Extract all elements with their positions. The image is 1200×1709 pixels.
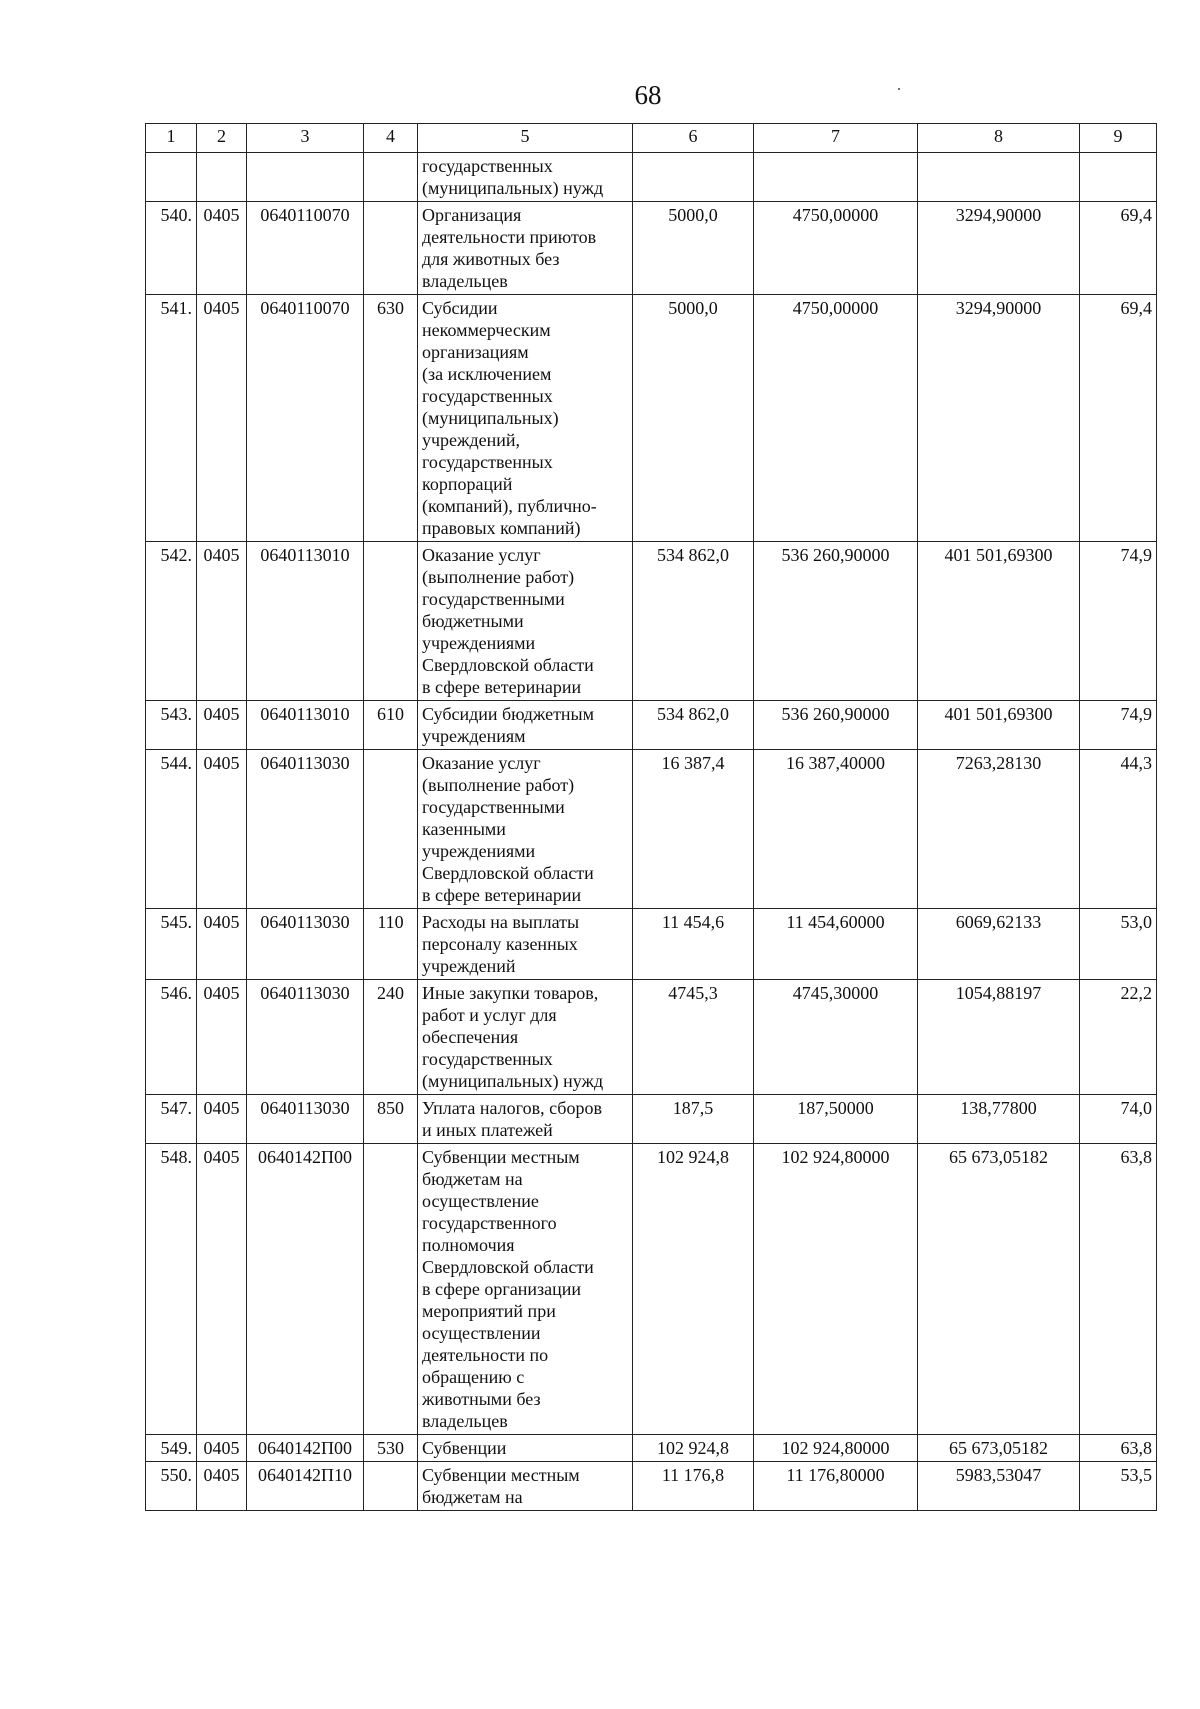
- name-line: (компаний), публично-: [422, 496, 597, 516]
- name-cell: [418, 295, 633, 542]
- name-line: Свердловской области: [422, 1257, 594, 1277]
- target-code-cell: 0640113010: [247, 542, 364, 701]
- approved-amount-cell: 16 387,40000: [754, 750, 918, 909]
- target-code-cell: 0640110070: [247, 295, 364, 542]
- header-cell-2: 2: [197, 124, 247, 153]
- section-code-cell: 0405: [197, 1095, 247, 1144]
- name-line: в сфере ветеринарии: [422, 677, 582, 697]
- name-line: обращению с: [422, 1367, 525, 1387]
- row-number-cell: 550.: [146, 1462, 197, 1511]
- row-number-cell: 548.: [146, 1144, 197, 1435]
- name-line: корпораций: [422, 474, 513, 494]
- row-number-cell: 542.: [146, 542, 197, 701]
- target-code-cell: 0640113010: [247, 701, 364, 750]
- table-row: [146, 909, 1157, 980]
- name-line: осуществление: [422, 1191, 539, 1211]
- name-cell: [418, 542, 633, 701]
- name-line: Иные закупки товаров,: [422, 983, 599, 1003]
- table-row: [146, 202, 1157, 295]
- name-line: организациям: [422, 342, 529, 362]
- approved-amount-cell: 187,50000: [754, 1095, 918, 1144]
- target-code-cell: 0640142П00: [247, 1144, 364, 1435]
- percent-cell: 74,9: [1080, 701, 1157, 750]
- executed-amount-cell: [918, 153, 1080, 202]
- section-code-cell: 0405: [197, 909, 247, 980]
- row-number-cell: 540.: [146, 202, 197, 295]
- section-code-cell: 0405: [197, 1462, 247, 1511]
- approved-amount-cell: 11 454,60000: [754, 909, 918, 980]
- table-row: [146, 1462, 1157, 1511]
- name-line: государственного: [422, 1213, 557, 1233]
- name-line: бюджетными: [422, 611, 524, 631]
- executed-amount-cell: 401 501,69300: [918, 701, 1080, 750]
- name-line: Субвенции местным: [422, 1147, 580, 1167]
- name-line: Свердловской области: [422, 655, 594, 675]
- name-line: бюджетам на: [422, 1487, 523, 1507]
- name-line: (за исключением: [422, 364, 552, 384]
- planned-amount-cell: 102 924,8: [633, 1435, 754, 1462]
- target-code-cell: 0640142П10: [247, 1462, 364, 1511]
- name-line: Расходы на выплаты: [422, 912, 580, 932]
- name-line: учреждениями: [422, 633, 536, 653]
- planned-amount-cell: 16 387,4: [633, 750, 754, 909]
- expense-type-cell: 850: [364, 1095, 418, 1144]
- section-code-cell: 0405: [197, 750, 247, 909]
- name-line: для животных без: [422, 249, 560, 269]
- percent-cell: 69,4: [1080, 295, 1157, 542]
- executed-amount-cell: 65 673,05182: [918, 1144, 1080, 1435]
- name-line: учреждений,: [422, 430, 521, 450]
- planned-amount-cell: 4745,3: [633, 980, 754, 1095]
- header-cell-1: 1: [146, 124, 197, 153]
- expense-type-cell: 530: [364, 1435, 418, 1462]
- budget-table: [145, 123, 1157, 1511]
- name-line: Свердловской области: [422, 863, 594, 883]
- planned-amount-cell: 534 862,0: [633, 701, 754, 750]
- table-row: [146, 295, 1157, 542]
- approved-amount-cell: 4750,00000: [754, 295, 918, 542]
- planned-amount-cell: 102 924,8: [633, 1144, 754, 1435]
- executed-amount-cell: 65 673,05182: [918, 1435, 1080, 1462]
- name-line: в сфере организации: [422, 1279, 581, 1299]
- name-line: (выполнение работ): [422, 567, 575, 587]
- section-code-cell: 0405: [197, 701, 247, 750]
- executed-amount-cell: 5983,53047: [918, 1462, 1080, 1511]
- executed-amount-cell: 7263,28130: [918, 750, 1080, 909]
- expense-type-cell: [364, 750, 418, 909]
- percent-cell: 63,8: [1080, 1144, 1157, 1435]
- header-row: [146, 124, 1157, 153]
- percent-cell: 53,0: [1080, 909, 1157, 980]
- row-number-cell: 544.: [146, 750, 197, 909]
- name-cell: [418, 1462, 633, 1511]
- planned-amount-cell: 5000,0: [633, 202, 754, 295]
- approved-amount-cell: 102 924,80000: [754, 1435, 918, 1462]
- name-line: персоналу казенных: [422, 934, 578, 954]
- expense-type-cell: [364, 542, 418, 701]
- section-code-cell: 0405: [197, 202, 247, 295]
- table-body: [146, 124, 1157, 1511]
- scan-speck: [898, 88, 900, 90]
- row-number-cell: 541.: [146, 295, 197, 542]
- page-number: 68: [634, 80, 662, 110]
- percent-cell: 63,8: [1080, 1435, 1157, 1462]
- executed-amount-cell: 3294,90000: [918, 295, 1080, 542]
- row-number-cell: 546.: [146, 980, 197, 1095]
- percent-cell: 53,5: [1080, 1462, 1157, 1511]
- name-cell: [418, 202, 633, 295]
- name-line: Субвенции: [422, 1438, 507, 1458]
- expense-type-cell: 630: [364, 295, 418, 542]
- target-code-cell: 0640113030: [247, 750, 364, 909]
- row-number-cell: 549.: [146, 1435, 197, 1462]
- planned-amount-cell: 11 176,8: [633, 1462, 754, 1511]
- name-line: и иных платежей: [422, 1120, 553, 1140]
- expense-type-cell: 610: [364, 701, 418, 750]
- percent-cell: 74,9: [1080, 542, 1157, 701]
- header-cell-8: 8: [918, 124, 1080, 153]
- row-number-cell: 545.: [146, 909, 197, 980]
- name-line: (муниципальных) нужд: [422, 1071, 604, 1091]
- table-row: [146, 1435, 1157, 1462]
- name-line: учреждений: [422, 956, 516, 976]
- executed-amount-cell: 6069,62133: [918, 909, 1080, 980]
- expense-type-cell: [364, 153, 418, 202]
- name-line: обеспечения: [422, 1027, 519, 1047]
- name-line: полномочия: [422, 1235, 515, 1255]
- expense-type-cell: 110: [364, 909, 418, 980]
- name-line: осуществлении: [422, 1323, 541, 1343]
- name-line: государственными: [422, 797, 565, 817]
- section-code-cell: 0405: [197, 1435, 247, 1462]
- section-code-cell: 0405: [197, 295, 247, 542]
- name-cell: [418, 153, 633, 202]
- header-cell-7: 7: [754, 124, 918, 153]
- expense-type-cell: 240: [364, 980, 418, 1095]
- name-cell: [418, 1095, 633, 1144]
- table-row: [146, 542, 1157, 701]
- name-line: Субвенции местным: [422, 1465, 580, 1485]
- expense-type-cell: [364, 202, 418, 295]
- planned-amount-cell: 534 862,0: [633, 542, 754, 701]
- name-line: (муниципальных): [422, 408, 559, 428]
- table-row: [146, 980, 1157, 1095]
- name-cell: [418, 980, 633, 1095]
- name-line: казенными: [422, 819, 506, 839]
- section-code-cell: [197, 153, 247, 202]
- name-line: правовых компаний): [422, 518, 581, 538]
- planned-amount-cell: [633, 153, 754, 202]
- planned-amount-cell: 11 454,6: [633, 909, 754, 980]
- section-code-cell: 0405: [197, 980, 247, 1095]
- name-line: (муниципальных) нужд: [422, 178, 604, 198]
- name-line: бюджетам на: [422, 1169, 523, 1189]
- approved-amount-cell: 536 260,90000: [754, 542, 918, 701]
- percent-cell: 69,4: [1080, 202, 1157, 295]
- name-line: деятельности приютов: [422, 227, 597, 247]
- header-cell-3: 3: [247, 124, 364, 153]
- executed-amount-cell: 1054,88197: [918, 980, 1080, 1095]
- name-line: мероприятий при: [422, 1301, 556, 1321]
- planned-amount-cell: 5000,0: [633, 295, 754, 542]
- percent-cell: 22,2: [1080, 980, 1157, 1095]
- approved-amount-cell: 102 924,80000: [754, 1144, 918, 1435]
- name-line: государственных: [422, 156, 553, 176]
- name-line: владельцев: [422, 271, 508, 291]
- name-line: государственными: [422, 589, 565, 609]
- header-cell-6: 6: [633, 124, 754, 153]
- name-line: животными без: [422, 1389, 541, 1409]
- name-line: Субсидии: [422, 298, 498, 318]
- planned-amount-cell: 187,5: [633, 1095, 754, 1144]
- percent-cell: [1080, 153, 1157, 202]
- target-code-cell: 0640113030: [247, 909, 364, 980]
- name-line: учреждениям: [422, 726, 526, 746]
- target-code-cell: 0640113030: [247, 1095, 364, 1144]
- header-cell-5: 5: [418, 124, 633, 153]
- name-line: в сфере ветеринарии: [422, 885, 582, 905]
- table-row: [146, 1095, 1157, 1144]
- name-line: государственных: [422, 386, 553, 406]
- approved-amount-cell: [754, 153, 918, 202]
- header-cell-9: 9: [1080, 124, 1157, 153]
- name-cell: [418, 909, 633, 980]
- name-cell: [418, 1144, 633, 1435]
- target-code-cell: 0640142П00: [247, 1435, 364, 1462]
- name-line: учреждениями: [422, 841, 536, 861]
- name-line: Оказание услуг: [422, 545, 541, 565]
- name-line: государственных: [422, 1049, 553, 1069]
- name-line: Субсидии бюджетным: [422, 704, 595, 724]
- executed-amount-cell: 3294,90000: [918, 202, 1080, 295]
- row-number-cell: [146, 153, 197, 202]
- target-code-cell: 0640113030: [247, 980, 364, 1095]
- row-number-cell: 543.: [146, 701, 197, 750]
- expense-type-cell: [364, 1462, 418, 1511]
- section-code-cell: 0405: [197, 542, 247, 701]
- name-cell: [418, 1435, 633, 1462]
- name-line: деятельности по: [422, 1345, 549, 1365]
- percent-cell: 74,0: [1080, 1095, 1157, 1144]
- table-row: [146, 750, 1157, 909]
- name-line: государственных: [422, 452, 553, 472]
- table-row: [146, 701, 1157, 750]
- name-line: некоммерческим: [422, 320, 551, 340]
- name-cell: [418, 750, 633, 909]
- name-line: (выполнение работ): [422, 775, 575, 795]
- name-cell: [418, 701, 633, 750]
- approved-amount-cell: 11 176,80000: [754, 1462, 918, 1511]
- executed-amount-cell: 138,77800: [918, 1095, 1080, 1144]
- approved-amount-cell: 4745,30000: [754, 980, 918, 1095]
- table-row: [146, 1144, 1157, 1435]
- approved-amount-cell: 4750,00000: [754, 202, 918, 295]
- approved-amount-cell: 536 260,90000: [754, 701, 918, 750]
- target-code-cell: 0640110070: [247, 202, 364, 295]
- percent-cell: 44,3: [1080, 750, 1157, 909]
- name-line: работ и услуг для: [422, 1005, 557, 1025]
- target-code-cell: [247, 153, 364, 202]
- name-line: владельцев: [422, 1411, 508, 1431]
- section-code-cell: 0405: [197, 1144, 247, 1435]
- header-cell-4: 4: [364, 124, 418, 153]
- name-line: Организация: [422, 205, 522, 225]
- row-number-cell: 547.: [146, 1095, 197, 1144]
- table-row: [146, 153, 1157, 202]
- name-line: Оказание услуг: [422, 753, 541, 773]
- executed-amount-cell: 401 501,69300: [918, 542, 1080, 701]
- expense-type-cell: [364, 1144, 418, 1435]
- name-line: Уплата налогов, сборов: [422, 1098, 602, 1118]
